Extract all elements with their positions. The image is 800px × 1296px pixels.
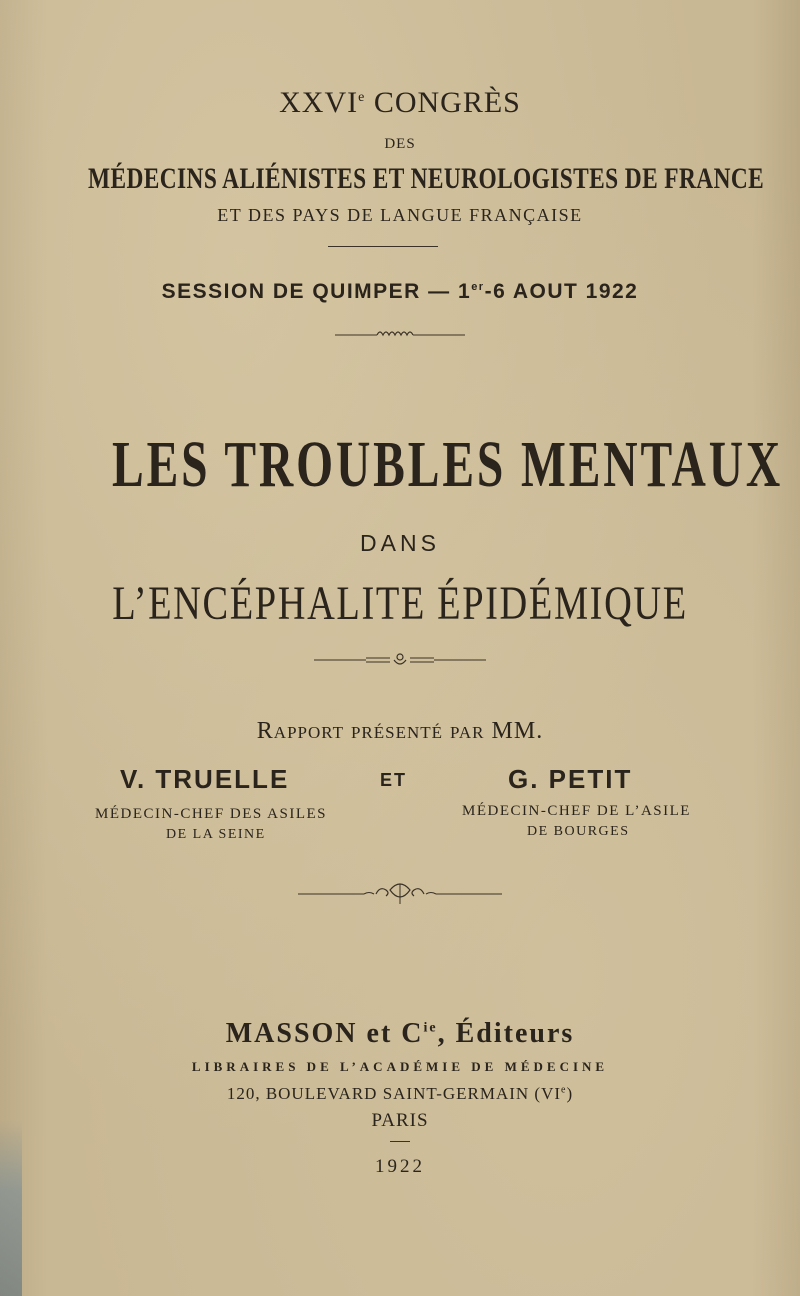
medecins-line: MÉDECINS ALIÉNISTES ET NEUROLOGISTES DE FRANCE: [88, 162, 765, 195]
author2-name: G. PETIT: [508, 764, 633, 794]
author1-name: V. TRUELLE: [120, 764, 290, 794]
fleuron-ornament: [0, 652, 800, 673]
city-dash: [390, 1141, 410, 1142]
scroll-ornament-icon: [298, 880, 502, 908]
des-text: DES: [384, 136, 416, 152]
author1-role-location: DE LA SEINE: [166, 827, 266, 842]
session-suffix: -6 AOUT 1922: [484, 280, 639, 303]
divider-rule: [328, 246, 438, 247]
publisher-libraires: LIBRAIRES DE L’ACADÉMIE DE MÉDECINE: [191, 1059, 609, 1074]
publisher-name-sup: ie: [423, 1020, 438, 1036]
scroll-ornament: [0, 880, 800, 913]
fleuron-icon: [314, 652, 486, 668]
author1-role: MÉDECIN-CHEF DES ASILES: [95, 806, 328, 822]
congress-title: [0, 86, 800, 120]
publisher-name-prefix: MASSON et C: [225, 1018, 424, 1049]
publisher-name-suffix: , Éditeurs: [437, 1018, 575, 1049]
pays-line: ET DES PAYS DE LANGUE FRANÇAISE: [217, 205, 583, 225]
main-title: LES TROUBLES MENTAUX: [112, 428, 784, 501]
congress-word: CONGRÈS: [365, 86, 521, 119]
congress-ordinal: XXVI: [279, 86, 359, 119]
session-line: [0, 280, 800, 304]
address-suffix: ): [566, 1084, 574, 1103]
wave-ornament: [0, 326, 800, 345]
session-sup: er: [471, 281, 485, 293]
session-prefix: SESSION DE QUIMPER — 1: [161, 280, 472, 303]
report-intro: Rapport présenté par MM.: [256, 718, 544, 744]
subtitle: L’ENCÉPHALITE ÉPIDÉMIQUE: [112, 577, 688, 630]
publication-year: 1922: [375, 1156, 425, 1177]
publisher-city: PARIS: [371, 1110, 429, 1131]
address-sup: e: [561, 1084, 567, 1096]
publisher-address: [0, 1084, 800, 1104]
author-conjunction: ET: [380, 770, 408, 790]
author2-role: MÉDECIN-CHEF DE L’ASILE: [462, 803, 691, 819]
dans-text: DANS: [360, 530, 440, 556]
address-prefix: 120, BOULEVARD SAINT-GERMAIN (VI: [226, 1084, 562, 1103]
wave-ornament-icon: [335, 326, 465, 340]
congress-ordinal-sup: e: [358, 90, 366, 105]
publisher-name: [0, 1018, 800, 1050]
binding-stain: [0, 1120, 22, 1296]
author2-role-location: DE BOURGES: [527, 824, 630, 839]
